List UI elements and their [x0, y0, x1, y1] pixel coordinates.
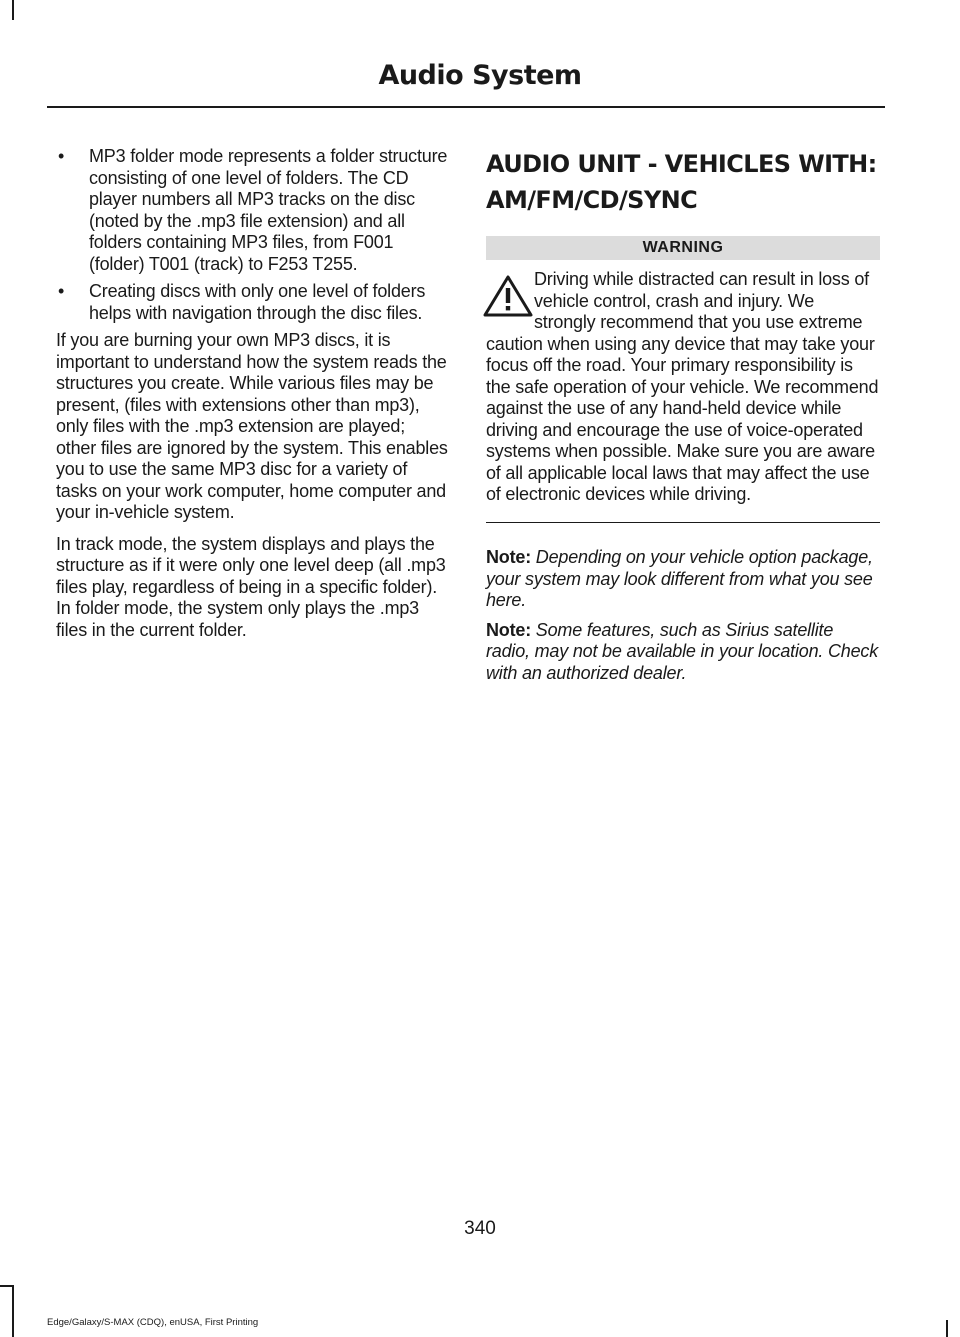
list-item — [56, 146, 448, 275]
bullet-list — [56, 146, 448, 324]
warning-text: Driving while distracted can result in loss of vehicle control, crash and injury. We strongly recommend that you use extreme caution when using any device that may take your focus off the road. Your primary responsibility is the safe operation of your vehicle. We recommend against the use of any hand-held device while driving and encourage the use of voice-operated systems when possible. Make sure you are aware of all applicable local laws that may affect the use of electronic devices while driving. — [486, 269, 879, 504]
note-sirius-radio — [486, 620, 880, 685]
note-text: Some features, such as Sirius satellite radio, may not be available in your location. Check with an authorized dealer. — [486, 619, 879, 683]
header-divider — [47, 106, 885, 108]
edition-footer: Edge/Galaxy/S-MAX (CDQ), enUSA, First Printing — [47, 1317, 259, 1328]
section-heading-line1: AUDIO UNIT - VEHICLES WITH: — [486, 150, 877, 178]
warning-divider — [486, 522, 880, 524]
left-column — [56, 146, 448, 651]
note-vehicle-option — [486, 547, 880, 612]
section-heading — [486, 146, 880, 218]
page-title: Audio System — [378, 60, 582, 91]
crop-mark-bottom-right-vertical — [946, 1320, 948, 1337]
right-column — [486, 146, 880, 692]
crop-mark-bottom-left-vertical — [12, 1285, 14, 1337]
crop-mark-bottom-left-horizontal — [0, 1285, 14, 1287]
list-item-text: MP3 folder mode represents a folder structure consisting of one level of folders. The CD player numbers all MP3 tracks on the disc (noted by the .mp3 file extension) and all folders containing MP3 files, from F001 (folder) T001 (track) to F253 T255. — [89, 146, 448, 274]
bullet-icon: • — [58, 281, 65, 301]
note-label: Note: — [486, 547, 536, 567]
paragraph-track-mode: In track mode, the system displays and plays the structure as if it were only one level deep (all .mp3 files play, regardless of being in a specific folder). In folder mode, the system only plays the .mp3 files in the current folder. — [56, 533, 446, 640]
list-item — [56, 281, 448, 324]
note-text: Depending on your vehicle option package, your system may look different from what you see here. — [486, 547, 873, 610]
warning-label: WARNING — [486, 236, 880, 260]
note-label: Note: — [486, 619, 536, 640]
bullet-icon: • — [58, 146, 65, 166]
paragraph-burning-discs: If you are burning your own MP3 discs, it is important to understand how the system reads the structures you create. While various files may be present, (files with extensions other than mp3), only files with the .mp3 extension are played; other files are ignored by the system. This enables you to use the same MP3 disc for a variety of tasks on your work computer, home computer and your in-vehicle system. — [56, 330, 448, 522]
warning-box — [486, 269, 880, 506]
page-number: 340 — [464, 1218, 496, 1239]
warning-triangle-icon — [482, 273, 534, 319]
crop-mark-top-left-vertical — [12, 0, 14, 20]
list-item-text: Creating discs with only one level of folders helps with navigation through the disc files. — [89, 281, 426, 323]
section-heading-line2: AM/FM/CD/SYNC — [486, 186, 698, 214]
